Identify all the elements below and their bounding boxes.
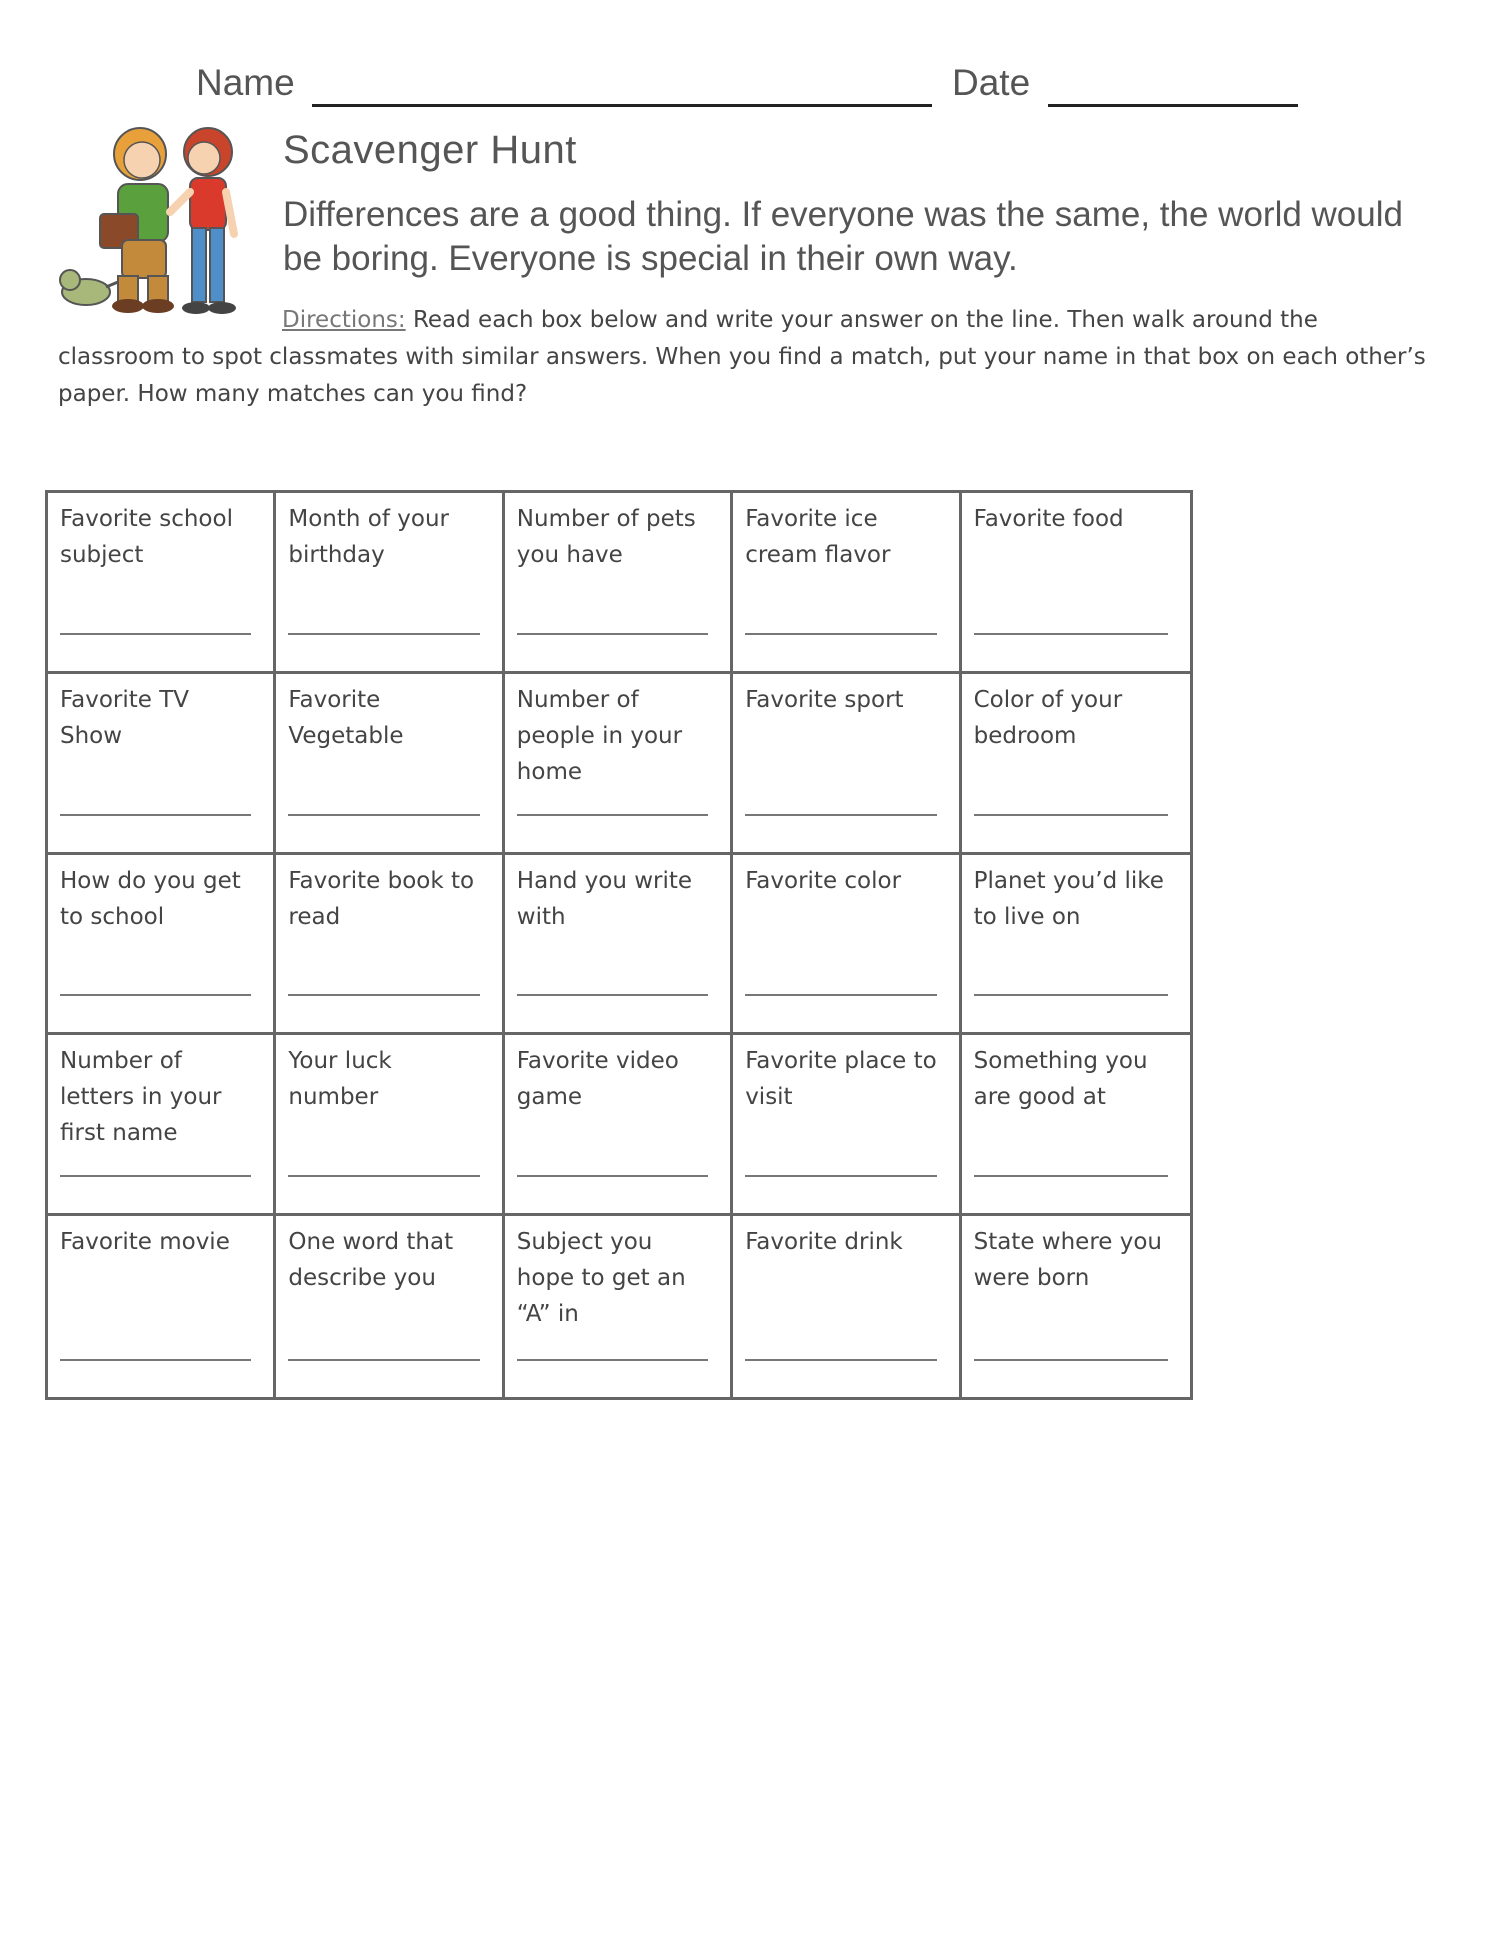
grid-cell[interactable] bbox=[276, 493, 504, 674]
grid-cell[interactable] bbox=[962, 1035, 1190, 1216]
kids-illustration bbox=[58, 122, 268, 327]
page-title: Scavenger Hunt bbox=[283, 128, 577, 172]
grid-cell[interactable] bbox=[505, 855, 733, 1036]
cell-prompt: Your luck number bbox=[288, 1048, 392, 1111]
name-field[interactable] bbox=[312, 104, 932, 107]
cell-prompt: Favorite TV Show bbox=[60, 686, 190, 749]
date-field[interactable] bbox=[1048, 104, 1298, 107]
answer-line[interactable] bbox=[517, 814, 708, 816]
cell-prompt: Something you are good at bbox=[973, 1048, 1148, 1111]
answer-line[interactable] bbox=[60, 994, 251, 996]
grid-cell[interactable] bbox=[276, 1216, 504, 1397]
grid-cell[interactable] bbox=[962, 855, 1190, 1036]
answer-line[interactable] bbox=[288, 1175, 479, 1177]
cell-prompt: Hand you write with bbox=[516, 867, 693, 930]
answer-line[interactable] bbox=[60, 814, 251, 816]
answer-line[interactable] bbox=[745, 814, 936, 816]
grid-cell[interactable] bbox=[733, 493, 961, 674]
grid-cell[interactable] bbox=[48, 1035, 276, 1216]
grid-cell[interactable] bbox=[276, 674, 504, 855]
cell-prompt: Favorite movie bbox=[60, 1229, 230, 1256]
answer-line[interactable] bbox=[974, 994, 1168, 996]
answer-line[interactable] bbox=[288, 994, 479, 996]
cell-prompt: Number of letters in your first name bbox=[60, 1048, 222, 1147]
cell-prompt: Favorite school subject bbox=[60, 506, 233, 568]
answer-line[interactable] bbox=[60, 633, 251, 635]
cell-prompt: State where you were born bbox=[973, 1229, 1162, 1292]
grid-cell[interactable] bbox=[48, 674, 276, 855]
cell-prompt: Favorite place to visit bbox=[745, 1048, 937, 1111]
answer-line[interactable] bbox=[517, 1175, 708, 1177]
cell-prompt: Favorite ice cream flavor bbox=[745, 506, 891, 568]
answer-line[interactable] bbox=[517, 994, 708, 996]
cell-prompt: Subject you hope to get an “A” in bbox=[516, 1229, 686, 1328]
grid-cell[interactable] bbox=[505, 1216, 733, 1397]
grid-cell[interactable] bbox=[505, 674, 733, 855]
grid-cell[interactable] bbox=[962, 493, 1190, 674]
cell-prompt: Favorite sport bbox=[745, 686, 904, 713]
cell-prompt: How do you get to school bbox=[60, 867, 241, 930]
cell-prompt: Favorite video game bbox=[516, 1048, 679, 1111]
directions bbox=[58, 302, 1438, 413]
grid-cell[interactable] bbox=[505, 493, 733, 674]
header-row bbox=[196, 58, 1306, 110]
grid-cell[interactable] bbox=[48, 493, 276, 674]
directions-text: Read each box below and write your answer on the line. Then walk around the classroom to spot classmates with similar answers. When you find a match, put your name in that box on each other’s paper. How many matches can you find? bbox=[58, 307, 1426, 407]
cell-prompt: Color of your bedroom bbox=[973, 686, 1123, 749]
answer-line[interactable] bbox=[974, 633, 1168, 635]
answer-line[interactable] bbox=[745, 1359, 936, 1361]
cell-prompt: Favorite color bbox=[745, 867, 902, 894]
dog-icon bbox=[60, 270, 118, 305]
cell-prompt: Number of pets you have bbox=[516, 506, 696, 568]
cell-prompt: One word that describe you bbox=[288, 1229, 454, 1292]
grid-cell[interactable] bbox=[733, 1035, 961, 1216]
girl-figure-icon bbox=[170, 128, 236, 314]
grid-cell[interactable] bbox=[733, 1216, 961, 1397]
answer-line[interactable] bbox=[745, 633, 936, 635]
cell-prompt: Planet you’d like to live on bbox=[973, 867, 1164, 930]
cell-prompt: Favorite drink bbox=[745, 1229, 903, 1256]
cell-prompt: Month of your birthday bbox=[288, 506, 449, 568]
grid-cell[interactable] bbox=[276, 1035, 504, 1216]
cell-prompt: Favorite food bbox=[973, 506, 1124, 532]
grid-cell[interactable] bbox=[962, 1216, 1190, 1397]
answer-line[interactable] bbox=[288, 814, 479, 816]
answer-line[interactable] bbox=[745, 994, 936, 996]
answer-line[interactable] bbox=[517, 633, 708, 635]
scavenger-hunt-grid bbox=[45, 490, 1193, 1400]
answer-line[interactable] bbox=[60, 1175, 251, 1177]
answer-line[interactable] bbox=[517, 1359, 708, 1361]
answer-line[interactable] bbox=[974, 814, 1168, 816]
answer-line[interactable] bbox=[288, 1359, 479, 1361]
answer-line[interactable] bbox=[745, 1175, 936, 1177]
grid-cell[interactable] bbox=[48, 855, 276, 1036]
grid-cell[interactable] bbox=[962, 674, 1190, 855]
grid-cell[interactable] bbox=[48, 1216, 276, 1397]
answer-line[interactable] bbox=[974, 1175, 1168, 1177]
answer-line[interactable] bbox=[60, 1359, 251, 1361]
cell-prompt: Number of people in your home bbox=[516, 686, 683, 785]
grid-cell[interactable] bbox=[276, 855, 504, 1036]
grid-cell[interactable] bbox=[505, 1035, 733, 1216]
answer-line[interactable] bbox=[288, 633, 479, 635]
date-label: Date bbox=[952, 62, 1031, 103]
name-label: Name bbox=[196, 62, 295, 103]
answer-line[interactable] bbox=[974, 1359, 1168, 1361]
grid-cell[interactable] bbox=[733, 855, 961, 1036]
cell-prompt: Favorite Vegetable bbox=[288, 686, 404, 749]
cell-prompt: Favorite book to read bbox=[288, 867, 475, 930]
grid-cell[interactable] bbox=[733, 674, 961, 855]
intro-text: Differences are a good thing. If everyone was the same, the world would be boring. Everyone is special in their own way. bbox=[283, 195, 1403, 278]
directions-label: Directions: bbox=[282, 307, 406, 333]
